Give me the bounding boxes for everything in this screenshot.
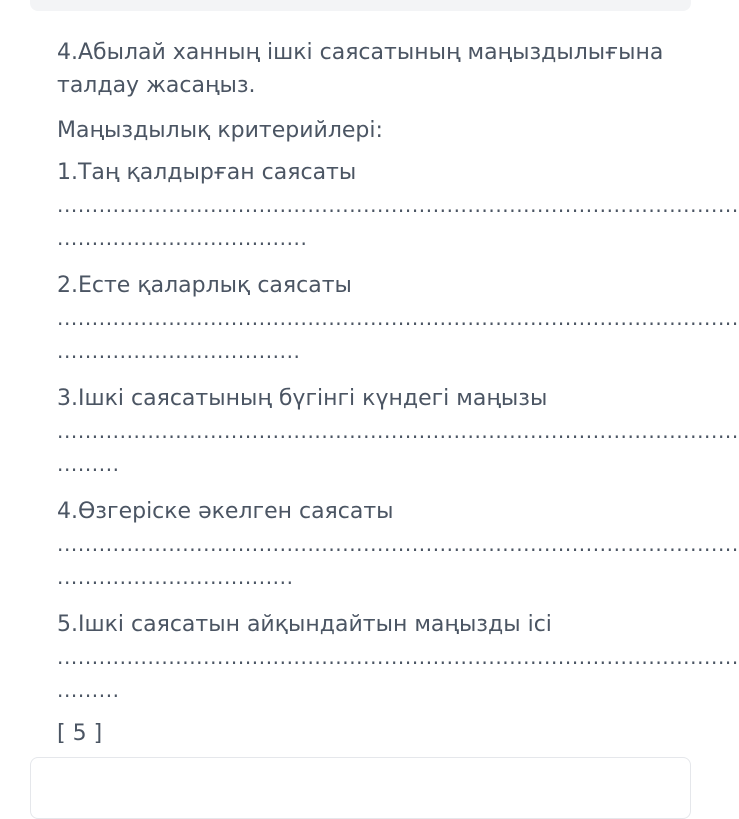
answer-dots-line: ......... xyxy=(57,452,120,476)
criterion-item-2 xyxy=(57,269,739,368)
criterion-title: 5.Ішкі саясатын айқындайтын маңызды ісі xyxy=(57,612,552,637)
answer-dots-line: .................................................................................................. xyxy=(57,419,739,443)
answer-dots-line: .................................................................................................. xyxy=(57,306,739,330)
criterion-item-3 xyxy=(57,382,739,481)
answer-dots-line: .................................... xyxy=(57,226,308,250)
score-label: [ 5 ] xyxy=(57,721,103,746)
criterion-item-4 xyxy=(57,495,739,594)
answer-dots-line: .................................. xyxy=(57,565,294,589)
criterion-item-1 xyxy=(57,156,739,255)
question-line-2: талдау жасаңыз. xyxy=(57,73,256,98)
answer-dots-line: ......... xyxy=(57,678,120,702)
criterion-title: 2.Есте қаларлық саясаты xyxy=(57,273,352,298)
answer-card xyxy=(30,757,691,819)
criterion-title: 3.Ішкі саясатының бүгінгі күндегі маңызы xyxy=(57,386,548,411)
criterion-title: 1.Таң қалдырған саясаты xyxy=(57,160,357,185)
question-text xyxy=(57,36,677,102)
question-card-content xyxy=(57,36,739,750)
answer-dots-line: ................................... xyxy=(57,339,301,363)
criterion-title: 4.Өзгеріске әкелген саясаты xyxy=(57,499,394,524)
answer-dots-line: .................................................................................................. xyxy=(57,532,739,556)
criterion-item-5 xyxy=(57,608,739,707)
question-line-1: 4.Абылай ханның ішкі саясатының маңыздылығына xyxy=(57,40,664,65)
previous-card xyxy=(30,0,691,11)
answer-dots-line: .................................................................................................. xyxy=(57,193,739,217)
criteria-heading: Маңыздылық критерийлері: xyxy=(57,118,383,143)
answer-dots-line: .................................................................................................. xyxy=(57,645,739,669)
